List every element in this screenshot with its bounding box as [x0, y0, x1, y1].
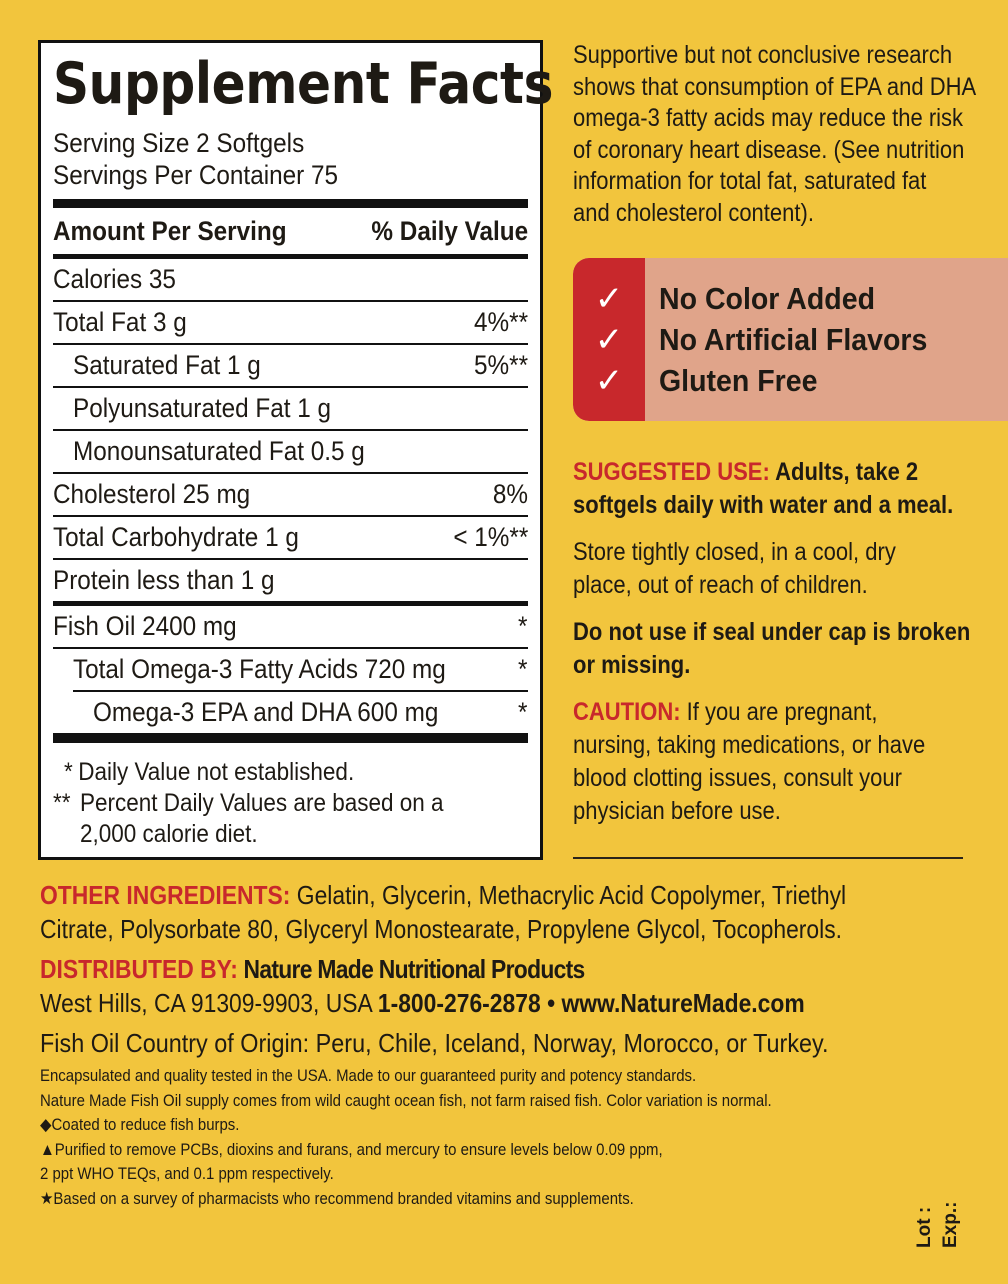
footnote-percent-cont — [53, 819, 481, 850]
nutrient-row-total-carbohydrate — [53, 517, 528, 560]
claim-line: shows that consumption of EPA and DHA — [573, 72, 977, 101]
lot-exp-area — [912, 1198, 972, 1253]
divider-thick-bottom — [53, 733, 528, 743]
nutrient-row-total-fat — [53, 302, 528, 345]
claim-line: information for total fat, saturated fat — [573, 167, 927, 195]
checkmark-icon: ✓ — [594, 361, 624, 400]
badge-label: Gluten Free — [659, 362, 818, 398]
nutrient-name: Total Carbohydrate 1 g — [53, 522, 299, 552]
bullet-separator: • — [540, 988, 562, 1018]
distributor-phone: 1-800-276-2878 — [377, 988, 541, 1018]
ingredients-label: OTHER INGREDIENTS: — [40, 880, 291, 910]
nutrient-dv: 5%** — [473, 350, 528, 380]
fine-print-line: ★Based on a survey of pharmacists who recommend branded vitamins and supplements. — [40, 1188, 634, 1208]
seal-warning-line: or missing. — [573, 651, 691, 679]
nutrient-name: Calories 35 — [53, 264, 176, 294]
servings-per-container: Servings Per Container 75 — [53, 160, 339, 190]
nutrient-name: Total Fat 3 g — [53, 307, 187, 337]
distributor-contact — [40, 986, 867, 1020]
storage-line: place, out of reach of children. — [573, 571, 868, 599]
fine-print-line: ◆Coated to reduce fish burps. — [40, 1115, 240, 1134]
nutrient-dv: < 1%** — [453, 522, 528, 552]
footnote-mark: * — [64, 758, 73, 786]
distributor-website: www.NatureMade.com — [561, 988, 805, 1018]
distributor-label: DISTRIBUTED BY: — [40, 954, 238, 984]
badge-item — [573, 278, 951, 319]
footnote-daily-value — [53, 757, 481, 788]
free-from-badge — [573, 258, 1008, 421]
badge-item — [573, 319, 951, 360]
facts-title: Supplement Facts — [53, 51, 554, 117]
checkmark-icon: ✓ — [594, 279, 624, 318]
country-of-origin: Fish Oil Country of Origin: Peru, Chile, Iceland, Norway, Morocco, or Turkey. — [40, 1028, 829, 1058]
fine-print-line: ▲Purified to remove PCBs, dioxins and furans, and mercury to ensure levels below 0.09 ppm, — [40, 1139, 663, 1159]
nutrient-dv: 8% — [492, 479, 528, 509]
caution-text: If you are pregnant, — [680, 698, 878, 726]
footnote-text: Daily Value not established. — [78, 758, 355, 786]
nutrient-name: Polyunsaturated Fat 1 g — [73, 393, 332, 423]
badge-item — [573, 360, 951, 401]
caution-text: nursing, taking medications, or have — [573, 731, 926, 759]
fine-print — [40, 1064, 980, 1211]
nutrient-row-fish-oil — [53, 606, 528, 649]
nutrient-dv: * — [518, 654, 528, 684]
nutrient-row-saturated-fat — [53, 345, 528, 388]
suggested-use-text: softgels daily with water and a meal. — [573, 491, 954, 519]
amount-header: Amount Per Serving — [53, 215, 287, 246]
claim-line: Supportive but not conclusive research — [573, 41, 953, 69]
health-claim — [573, 40, 977, 229]
seal-warning-line: Do not use if seal under cap is broken — [573, 618, 971, 646]
footnote-text: 2,000 calorie diet. — [80, 820, 258, 848]
ingredients-text: Citrate, Polysorbate 80, Glyceryl Monostearate, Propylene Glycol, Tocopherols. — [40, 914, 843, 944]
dv-header: % Daily Value — [371, 215, 528, 246]
nutrient-dv: * — [518, 697, 528, 727]
divider-thick — [53, 199, 528, 208]
nutrient-row-omega-3 — [73, 649, 528, 692]
nutrient-name: Saturated Fat 1 g — [73, 350, 261, 380]
badge-list — [573, 278, 951, 401]
nutrient-name: Fish Oil 2400 mg — [53, 611, 237, 641]
fine-print-line: Nature Made Fish Oil supply comes from wild caught ocean fish, not farm raised fish. Color variation is normal. — [40, 1090, 772, 1110]
nutrient-dv: 4%** — [473, 307, 528, 337]
exp-label: Exp.: — [940, 1201, 961, 1248]
nutrient-row-epa-dha — [53, 692, 528, 733]
ingredients-line — [40, 878, 867, 912]
suggested-use-label: SUGGESTED USE: — [573, 458, 770, 486]
footnote-percent — [53, 788, 481, 819]
nutrient-row-monounsaturated-fat — [53, 431, 528, 474]
storage-line: Store tightly closed, in a cool, dry — [573, 538, 896, 566]
nutrient-row-polyunsaturated-fat — [53, 388, 528, 431]
badge-label: No Artificial Flavors — [659, 321, 928, 357]
distributor-name: Nature Made Nutritional Products — [237, 954, 585, 984]
footnote-text: Percent Daily Values are based on a — [80, 789, 444, 817]
caution-text: physician before use. — [573, 797, 781, 825]
nutrient-name: Protein less than 1 g — [53, 565, 275, 595]
seal-warning — [573, 616, 1008, 682]
footnote-mark: ** — [53, 789, 71, 817]
nutrient-name: Omega-3 EPA and DHA 600 mg — [93, 697, 439, 727]
checkmark-icon: ✓ — [594, 320, 624, 359]
claim-line: of coronary heart disease. (See nutrition — [573, 135, 965, 164]
section-divider — [573, 857, 963, 859]
claim-line: omega-3 fatty acids may reduce the risk — [573, 104, 964, 132]
nutrient-dv: * — [518, 611, 528, 641]
fine-print-line: 2 ppt WHO TEQs, and 0.1 ppm respectively. — [40, 1164, 334, 1183]
caution-text: blood clotting issues, consult your — [573, 764, 902, 792]
fine-print-line: Encapsulated and quality tested in the USA. Made to our guaranteed purity and potency standards. — [40, 1066, 697, 1085]
nutrient-row-cholesterol — [53, 474, 528, 517]
label-bottom-section — [40, 878, 980, 1211]
claim-line: and cholesterol content). — [573, 198, 814, 227]
nutrient-name: Cholesterol 25 mg — [53, 479, 251, 509]
facts-footnotes — [53, 757, 528, 850]
nutrient-row-calories — [53, 259, 528, 302]
suggested-use-text: Adults, take 2 — [769, 458, 919, 486]
storage-instructions — [573, 536, 940, 602]
amount-header-row — [53, 208, 528, 259]
nutrient-row-protein — [53, 560, 528, 601]
badge-label: No Color Added — [659, 280, 875, 316]
serving-info — [53, 127, 481, 191]
distributor-line — [40, 952, 867, 986]
lot-label: Lot : — [914, 1206, 935, 1248]
caution — [573, 696, 973, 828]
distributor-address: West Hills, CA 91309-9903, USA — [40, 988, 378, 1018]
nutrient-name: Monounsaturated Fat 0.5 g — [73, 436, 365, 466]
serving-size: Serving Size 2 Softgels — [53, 128, 305, 158]
nutrient-name: Total Omega-3 Fatty Acids 720 mg — [73, 654, 446, 684]
supplement-facts-panel — [38, 40, 554, 860]
suggested-use — [573, 456, 1005, 522]
caution-label: CAUTION: — [573, 698, 681, 726]
ingredients-text: Gelatin, Glycerin, Methacrylic Acid Copolymer, Triethyl — [290, 880, 847, 910]
